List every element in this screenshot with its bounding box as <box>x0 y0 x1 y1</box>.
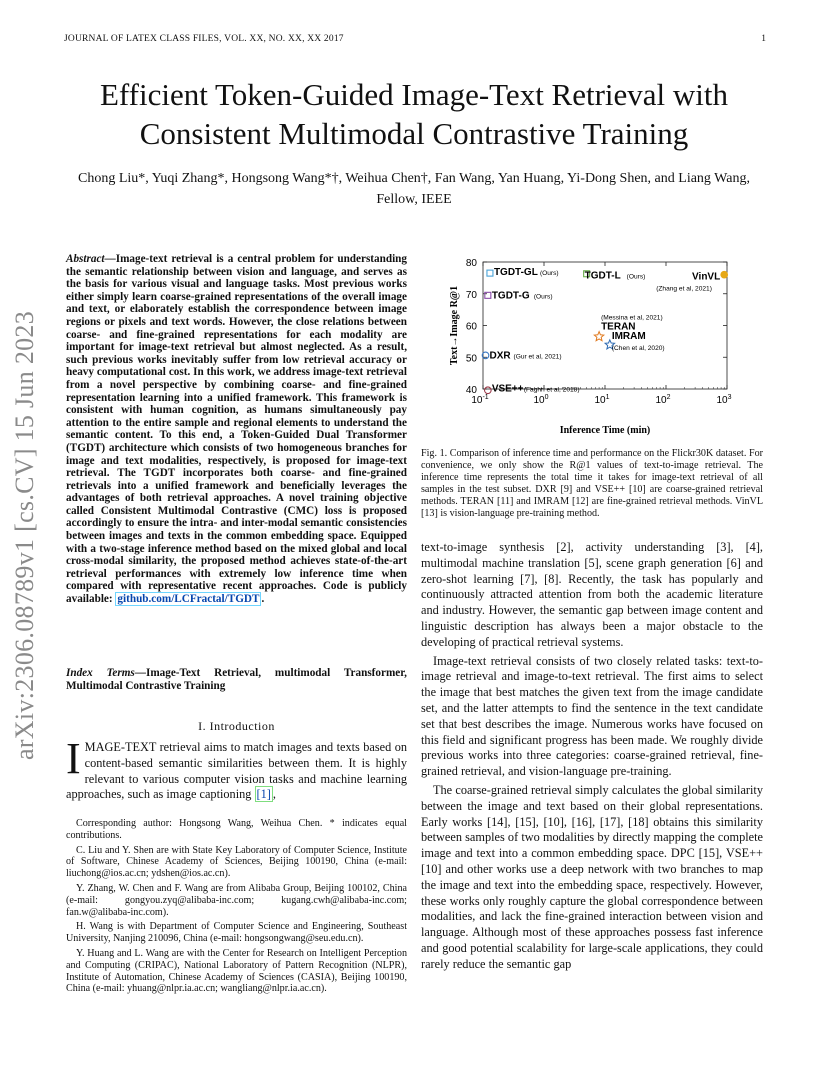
x-tick-label: $10^2$ <box>655 394 671 406</box>
y-tick-label: 40 <box>465 385 477 396</box>
data-point-label: DXR <box>489 350 511 362</box>
intro-end: , <box>272 787 276 802</box>
index-terms-text: —Image-Text Retrieval, multimodal Transformer, Multimodal Contrastive Training <box>66 667 407 692</box>
data-point-label: TGDT-GL <box>493 267 538 279</box>
data-point-label: TGDT-G <box>491 290 530 302</box>
data-point-marker <box>485 387 492 394</box>
data-point-label: TERAN <box>601 321 636 333</box>
y-tick-label: 50 <box>465 353 477 365</box>
footnote: Y. Zhang, W. Chen and F. Wang are from Alibaba Group, Beijing 100102, China (e-mail: gongyou.zyq@alibaba-inc.com; kugang.cwh@alibaba-inc.com; fan.w@alibaba-inc.com). <box>66 882 407 918</box>
y-axis-label: Text→Image R@1 <box>449 285 460 366</box>
x-tick-label: $10^3$ <box>716 394 732 406</box>
y-tick-label: 60 <box>465 321 477 333</box>
data-point-label: IMRAM <box>611 330 646 342</box>
x-axis-label: Inference Time (min) <box>559 425 651 436</box>
drop-cap: I <box>66 734 81 783</box>
data-point-note: (Ours) <box>533 293 553 301</box>
footnote: Y. Huang and L. Wang are with the Center for Research on Intelligent Perception and Computing (CRIPAC), National Laboratory of Pattern Recognition (NLPR), Institute of Automation, Chinese Academy of Sciences (CASIA), Beijing 100190, China (e-mail: yhuang@nlpr.ia.ac.cn; wangliang@nlpr.ia.ac.cn). <box>66 947 407 995</box>
footnote: Corresponding author: Hongsong Wang, Weihua Chen. * indicates equal contributions. <box>66 818 407 841</box>
right-body <box>421 540 763 976</box>
section-heading: I. Introduction <box>198 719 275 733</box>
page-number: 1 <box>761 34 766 44</box>
data-point-note: (Ours) <box>626 273 646 281</box>
abstract-text: —Image-text retrieval is a central problem for understanding the semantic relationship between vision and language, and serves as the basis for various visual and language tasks. Most previous works either simply learn coarse-grained representations of the overall image and text, or elaborately establish the correspondence between image regions or pixels and text words. However, the close relations between coarse- and fine-grained representations for each modality are important for image-text retrieval but almost neglected. As a result, such previous works inevitably suffer from low retrieval accuracy or heavy computational cost. In this work, we address image-text retrieval from a novel perspective by combining coarse- and fine-grained representation learning into a unified framework. This framework is consistent with human cognition, as humans simultaneously pay attention to the entire sample and regional elements to understand the semantic content. To this end, a Token-Guided Dual Transformer (TGDT) architecture which consists of two homogeneous branches for image and text modalities, respectively, is proposed for image-text retrieval. The TGDT incorporates both coarse- and fine-grained retrievals into a unified framework and beneficially leverages the advantages of both retrieval approaches. A novel training objective called Consistent Multimodal Contrastive (CMC) loss is proposed accordingly to ensure the intra- and inter-modal semantic consistencies between images and texts in the common embedding space. Equipped with a two-stage inference method based on the mixed global and local cross-modal similarity, the proposed method achieves state-of-the-art retrieval performances with extremely low inference time when compared with representative recent approaches. Code is publicly available: <box>66 253 407 606</box>
data-point-marker <box>485 292 491 298</box>
data-point-label: VSE++ <box>491 383 524 395</box>
data-point-note: (Zhang et al, 2021) <box>656 285 712 293</box>
data-point-note: (Ours) <box>539 270 559 278</box>
paper-title: Efficient Token-Guided Image-Text Retrieval with Consistent Multimodal Contrastive Training <box>99 77 729 151</box>
citation-link[interactable]: [1] <box>256 787 271 802</box>
body-paragraph: text-to-image synthesis [2], activity understanding [3], [4], multimodal machine translation [5], scene graph generation [6] and zero-shot learning [7], [8]. Recently, the task has popularly and continuously attracted attention from both the academic literature and industry. However, the semantic gap between image content and linguistic description has always been a major obstacle to the developing of practical retrieval systems. <box>421 540 763 649</box>
data-point-marker <box>721 271 728 278</box>
data-point-marker <box>594 332 604 341</box>
x-tick-label: $10^0$ <box>533 394 549 406</box>
data-point-note: (Messina et al, 2021) <box>601 314 663 322</box>
abstract-end: . <box>261 593 265 606</box>
data-point-label: VinVL <box>692 271 721 283</box>
data-point-marker <box>487 270 493 276</box>
figure-caption: Fig. 1. Comparison of inference time and performance on the Flickr30K dataset. For convenience, we only show the R@1 values of text-to-image retrieval. The inference time represents the total time it takes for image-text retrieval of all samples in the test subset. DXR [9] and VSE++ [10] are coarse-grained retrieval methods. TERAN [11] and IMRAM [12] are fine-grained retrieval methods. VinVL [13] is vision-language pre-training method. <box>421 448 763 519</box>
index-terms <box>66 667 407 692</box>
body-paragraph: Image-text retrieval consists of two closely related tasks: text-to-image retrieval and image-to-text retrieval. The first aims to select the image that best matches the given text from the image candidate set, and the latter attempts to find the sentence in the text candidate set that best describes the image. Numerous works have focused on this field and significant progress has been made. We roughly divide previous works into three categories: coarse-grained retrieval, fine-grained retrieval, and vision-language pre-training. <box>421 653 763 779</box>
running-head: JOURNAL OF LATEX CLASS FILES, VOL. XX, NO. XX, XX 2017 <box>64 34 344 44</box>
footnotes <box>66 818 407 998</box>
inference-time-chart <box>421 250 763 440</box>
data-point-note: (Gur et al, 2021) <box>513 353 562 361</box>
code-link[interactable]: github.com/LCFractal/TGDT <box>117 593 260 606</box>
x-tick-label: $10^{-1}$ <box>471 394 489 406</box>
y-tick-label: 80 <box>465 258 477 269</box>
data-point-note: (Faghri et al, 2018) <box>523 386 580 394</box>
author-list: Chong Liu*, Yuqi Zhang*, Hongsong Wang*†, Weihua Chen†, Fan Wang, Yan Huang, Yi-Dong Shen, and Liang Wang, Fellow, IEEE <box>78 171 750 207</box>
arxiv-stamp: arXiv:2306.08789v1 [cs.CV] 15 Jun 2023 <box>10 310 39 760</box>
abstract-label: Abstract <box>66 253 105 265</box>
index-terms-label: Index Terms <box>66 667 135 679</box>
footnote: C. Liu and Y. Shen are with State Key Laboratory of Computer Science, Institute of Software, Chinese Academy of Sciences, Beijing 100190, China (e-mail: liuchong@ios.ac.cn; ydshen@ios.ac.cn). <box>66 844 407 880</box>
abstract <box>66 253 407 606</box>
data-point-label: TGDT-L <box>584 270 621 282</box>
data-point-note: (Chen et al, 2020) <box>611 344 665 352</box>
intro-text: MAGE-TEXT retrieval aims to match images and texts based on content-based semantic similarities between them. It is highly relevant to various computer vision tasks and machine learning approaches, such as image captioning <box>66 740 407 802</box>
body-paragraph: The coarse-grained retrieval simply calculates the global similarity between the image and text based on their global representations. Early works [14], [15], [10], [16], [17], [18] obtains this similarity between samples of two modalities by directly mapping the complete image and text into a common embedding space. DPC [15], VSE++ [10] and other works use a deep network with two branches to map the image and text into the embedding space, respectively. However, these works only roughly capture the global correspondence between modalities, and lack the fine-grained interaction between vision and language. Although most of these approaches possess fast inference and good potential scalability for large-scale applications, they could rarely reduce the semantic gap <box>421 782 763 971</box>
x-tick-label: $10^1$ <box>594 394 610 406</box>
footnote: H. Wang is with Department of Computer Science and Engineering, Southeast University, Nanjing 210096, China (e-mail: hongsongwang@seu.edu.cn). <box>66 921 407 945</box>
y-tick-label: 70 <box>465 289 477 301</box>
intro-paragraph <box>66 734 407 803</box>
